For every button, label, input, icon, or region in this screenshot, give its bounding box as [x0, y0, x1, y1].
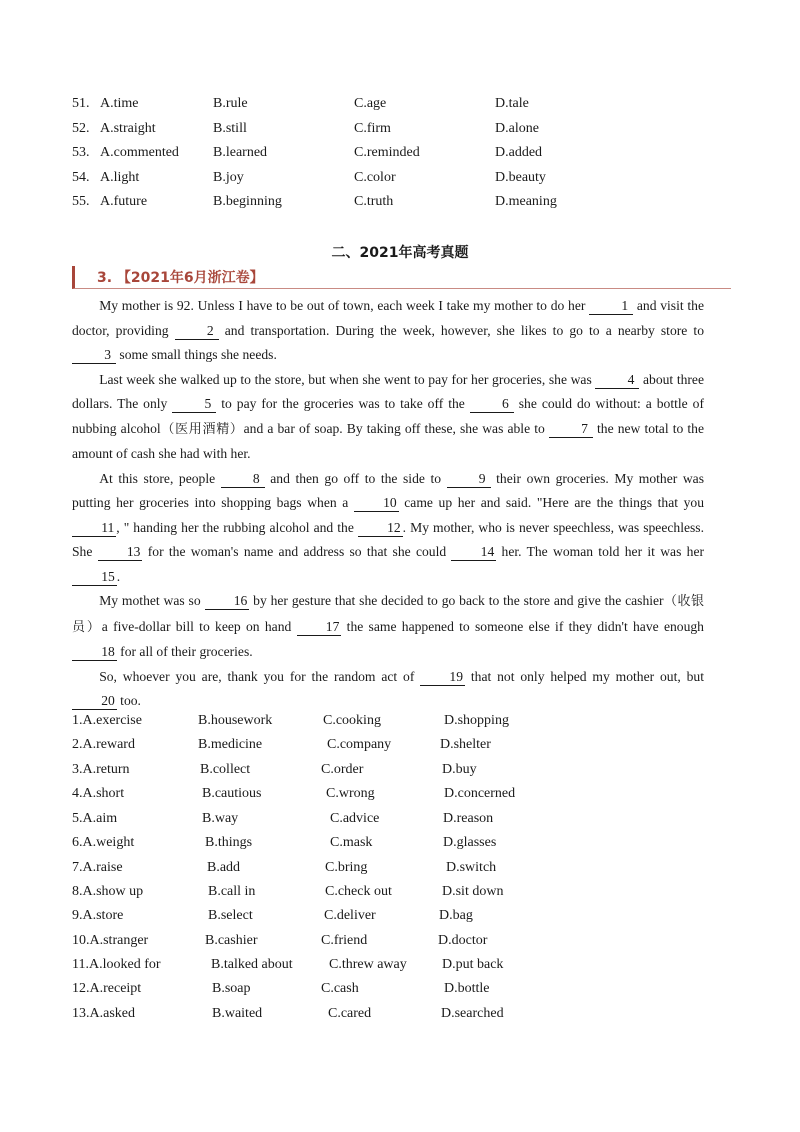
passage-text: and transportation. During the week, however, she likes to go to a nearby store to: [218, 322, 704, 338]
option-row: [72, 713, 672, 735]
passage-text: Last week she walked up to the store, but when she went to pay for her groceries, she was: [99, 371, 596, 387]
passage-text: for the woman's name and address so that she could: [142, 544, 452, 559]
paragraph: [72, 665, 704, 714]
option-c: C.company: [327, 737, 392, 752]
paragraph: [72, 467, 704, 590]
cloze-passage: [72, 294, 704, 714]
passage-text: the same happened to someone else if they didn't have enough: [341, 618, 704, 634]
option-c: C.deliver: [324, 908, 376, 923]
option-c: C.threw away: [329, 957, 407, 972]
option-row: [72, 194, 672, 216]
option-c: C.cash: [321, 981, 359, 996]
option-number: 51.: [72, 96, 90, 111]
option-c: C.truth: [354, 194, 394, 209]
option-a: 3.A.return: [72, 762, 130, 777]
option-b: B.select: [208, 908, 253, 923]
option-a: 8.A.show up: [72, 884, 144, 899]
blank: 12: [358, 519, 403, 537]
option-row: [72, 933, 672, 955]
option-a: 12.A.receipt: [72, 981, 142, 996]
paragraph: [72, 294, 704, 368]
passage-text: a five-dollar bill to keep on hand: [101, 618, 297, 634]
blank: 10: [354, 494, 399, 512]
option-a: 13.A.asked: [72, 1006, 135, 1021]
option-b: B.way: [202, 811, 239, 826]
blank: 14: [451, 543, 496, 561]
option-row: [72, 908, 672, 930]
option-a: 4.A.short: [72, 786, 125, 801]
option-d: D.beauty: [495, 170, 546, 185]
option-a: 9.A.store: [72, 908, 124, 923]
option-d: D.put back: [442, 957, 504, 972]
option-b: B.cautious: [202, 786, 262, 801]
option-a: A.straight: [100, 121, 156, 136]
option-b: B.call in: [208, 884, 256, 899]
option-c: C.order: [321, 762, 364, 777]
option-d: D.buy: [442, 762, 477, 777]
chinese-gloss: （收银员）: [72, 594, 704, 635]
option-d: D.doctor: [438, 933, 488, 948]
option-row: [72, 957, 672, 979]
option-b: B.learned: [213, 145, 268, 160]
passage-text: about three dollars. The only: [72, 371, 704, 411]
paragraph: [72, 589, 704, 665]
blank: 16: [205, 592, 250, 610]
option-a: 2.A.reward: [72, 737, 135, 752]
passage-text: So, whoever you are, thank you for the random act of: [99, 668, 421, 684]
option-row: [72, 811, 672, 833]
option-row: [72, 737, 672, 759]
blank: 11: [72, 519, 116, 537]
option-a: 6.A.weight: [72, 835, 135, 850]
option-b: B.add: [207, 860, 241, 875]
option-b: B.soap: [212, 981, 251, 996]
blank: 17: [297, 618, 342, 636]
option-a: A.light: [100, 170, 140, 185]
passage-text: and a bar of soap. By taking off these, she was able to: [243, 420, 549, 436]
passage-text: her. The woman told her it was her: [496, 544, 705, 559]
blank: 8: [221, 470, 265, 488]
option-b: B.still: [213, 121, 247, 136]
option-d: D.added: [495, 145, 543, 160]
option-number: 53.: [72, 145, 90, 160]
option-row: [72, 786, 672, 808]
option-row: [72, 835, 672, 857]
option-row: [72, 1006, 672, 1028]
blank: 3: [72, 346, 116, 364]
blank: 2: [175, 322, 219, 340]
blank: 18: [72, 643, 117, 661]
option-b: B.rule: [213, 96, 248, 111]
option-row: [72, 884, 672, 906]
option-row: [72, 145, 672, 167]
blank: 1: [589, 297, 633, 315]
option-d: D.shopping: [444, 713, 509, 728]
option-d: D.bottle: [444, 981, 490, 996]
option-c: C.age: [354, 96, 387, 111]
passage-text: At this store, people: [99, 470, 221, 486]
option-c: C.bring: [325, 860, 368, 875]
option-number: 54.: [72, 170, 90, 185]
blank: 15: [72, 568, 117, 586]
option-d: D.concerned: [444, 786, 516, 801]
passage-text: too.: [116, 693, 141, 708]
option-c: C.check out: [325, 884, 392, 899]
option-a: A.future: [100, 194, 148, 209]
option-number: 52.: [72, 121, 90, 136]
question-header: [72, 266, 731, 289]
blank: 5: [172, 395, 216, 413]
passage-text: for all of their groceries.: [116, 644, 253, 659]
option-b: B.beginning: [213, 194, 282, 209]
option-row: [72, 762, 672, 784]
option-d: D.reason: [443, 811, 494, 826]
passage-text: the new total to the amount of cash she had with her.: [72, 420, 705, 461]
option-b: B.joy: [213, 170, 244, 185]
option-c: C.wrong: [326, 786, 375, 801]
option-d: D.searched: [441, 1006, 504, 1021]
blank: 4: [595, 371, 639, 389]
option-d: D.sit down: [442, 884, 504, 899]
option-c: C.firm: [354, 121, 391, 136]
blank: 6: [470, 395, 514, 413]
option-row: [72, 121, 672, 143]
passage-text: their own groceries. My mother was putting her groceries into shopping bags when a: [72, 470, 704, 510]
option-c: C.friend: [321, 933, 368, 948]
blank: 20: [72, 692, 117, 710]
option-c: C.color: [354, 170, 396, 185]
passage-text: some small things she needs.: [116, 347, 277, 362]
passage-text: My mothet was so: [99, 593, 205, 608]
option-number: 55.: [72, 194, 90, 209]
option-c: C.advice: [330, 811, 380, 826]
option-a: 10.A.stranger: [72, 933, 149, 948]
option-d: D.meaning: [495, 194, 557, 209]
option-b: B.collect: [200, 762, 251, 777]
option-b: B.waited: [212, 1006, 263, 1021]
option-a: 7.A.raise: [72, 860, 123, 875]
option-a: 5.A.aim: [72, 811, 118, 826]
option-c: C.reminded: [354, 145, 420, 160]
option-a: 11.A.looked for: [72, 957, 161, 972]
option-b: B.medicine: [198, 737, 263, 752]
passage-text: , " handing her the rubbing alcohol and the: [116, 519, 358, 535]
option-b: B.things: [205, 835, 253, 850]
section-title: 二、2021年高考真题: [331, 245, 469, 261]
option-b: B.housework: [198, 713, 273, 728]
option-a: A.time: [100, 96, 139, 111]
chinese-gloss: （医用酒精）: [160, 421, 244, 437]
passage-text: and visit the doctor, providing: [72, 298, 704, 338]
question-header-label: 3. 【2021年6月浙江卷】: [97, 270, 264, 286]
option-b: B.cashier: [205, 933, 258, 948]
blank: 13: [98, 543, 143, 561]
option-d: D.bag: [439, 908, 473, 923]
option-row: [72, 860, 672, 882]
passage-text: to pay for the groceries was to take off the: [216, 396, 470, 411]
passage-text: came up her and said. "Here are the things that you: [398, 495, 704, 510]
option-a: A.commented: [100, 145, 179, 160]
option-d: D.alone: [495, 121, 539, 136]
blank: 19: [420, 668, 465, 686]
option-c: C.mask: [330, 835, 373, 850]
option-d: D.tale: [495, 96, 529, 111]
passage-text: by her gesture that she decided to go back to the store and give the cashier: [249, 593, 664, 608]
option-row: [72, 170, 672, 192]
blank: 9: [447, 470, 491, 488]
option-b: B.talked about: [211, 957, 293, 972]
passage-text: she could do without: a bottle of nubbing alcohol: [72, 396, 704, 436]
option-d: D.glasses: [443, 835, 497, 850]
option-row: [72, 981, 672, 1003]
option-row: [72, 96, 672, 118]
option-c: C.cared: [328, 1006, 372, 1021]
option-a: 1.A.exercise: [72, 713, 142, 728]
option-d: D.shelter: [440, 737, 491, 752]
paragraph: [72, 368, 704, 467]
option-d: D.switch: [446, 860, 497, 875]
passage-text: and then go off to the side to: [264, 470, 447, 486]
passage-text: that not only helped my mother out, but: [465, 668, 704, 684]
passage-text: .: [116, 568, 121, 584]
option-c: C.cooking: [323, 713, 381, 728]
blank: 7: [549, 420, 593, 438]
passage-text: My mother is 92. Unless I have to be out of town, each week I take my mother to do her: [99, 298, 590, 313]
passage-text: . My mother, who is never speechless, was speechless. She: [72, 519, 704, 559]
